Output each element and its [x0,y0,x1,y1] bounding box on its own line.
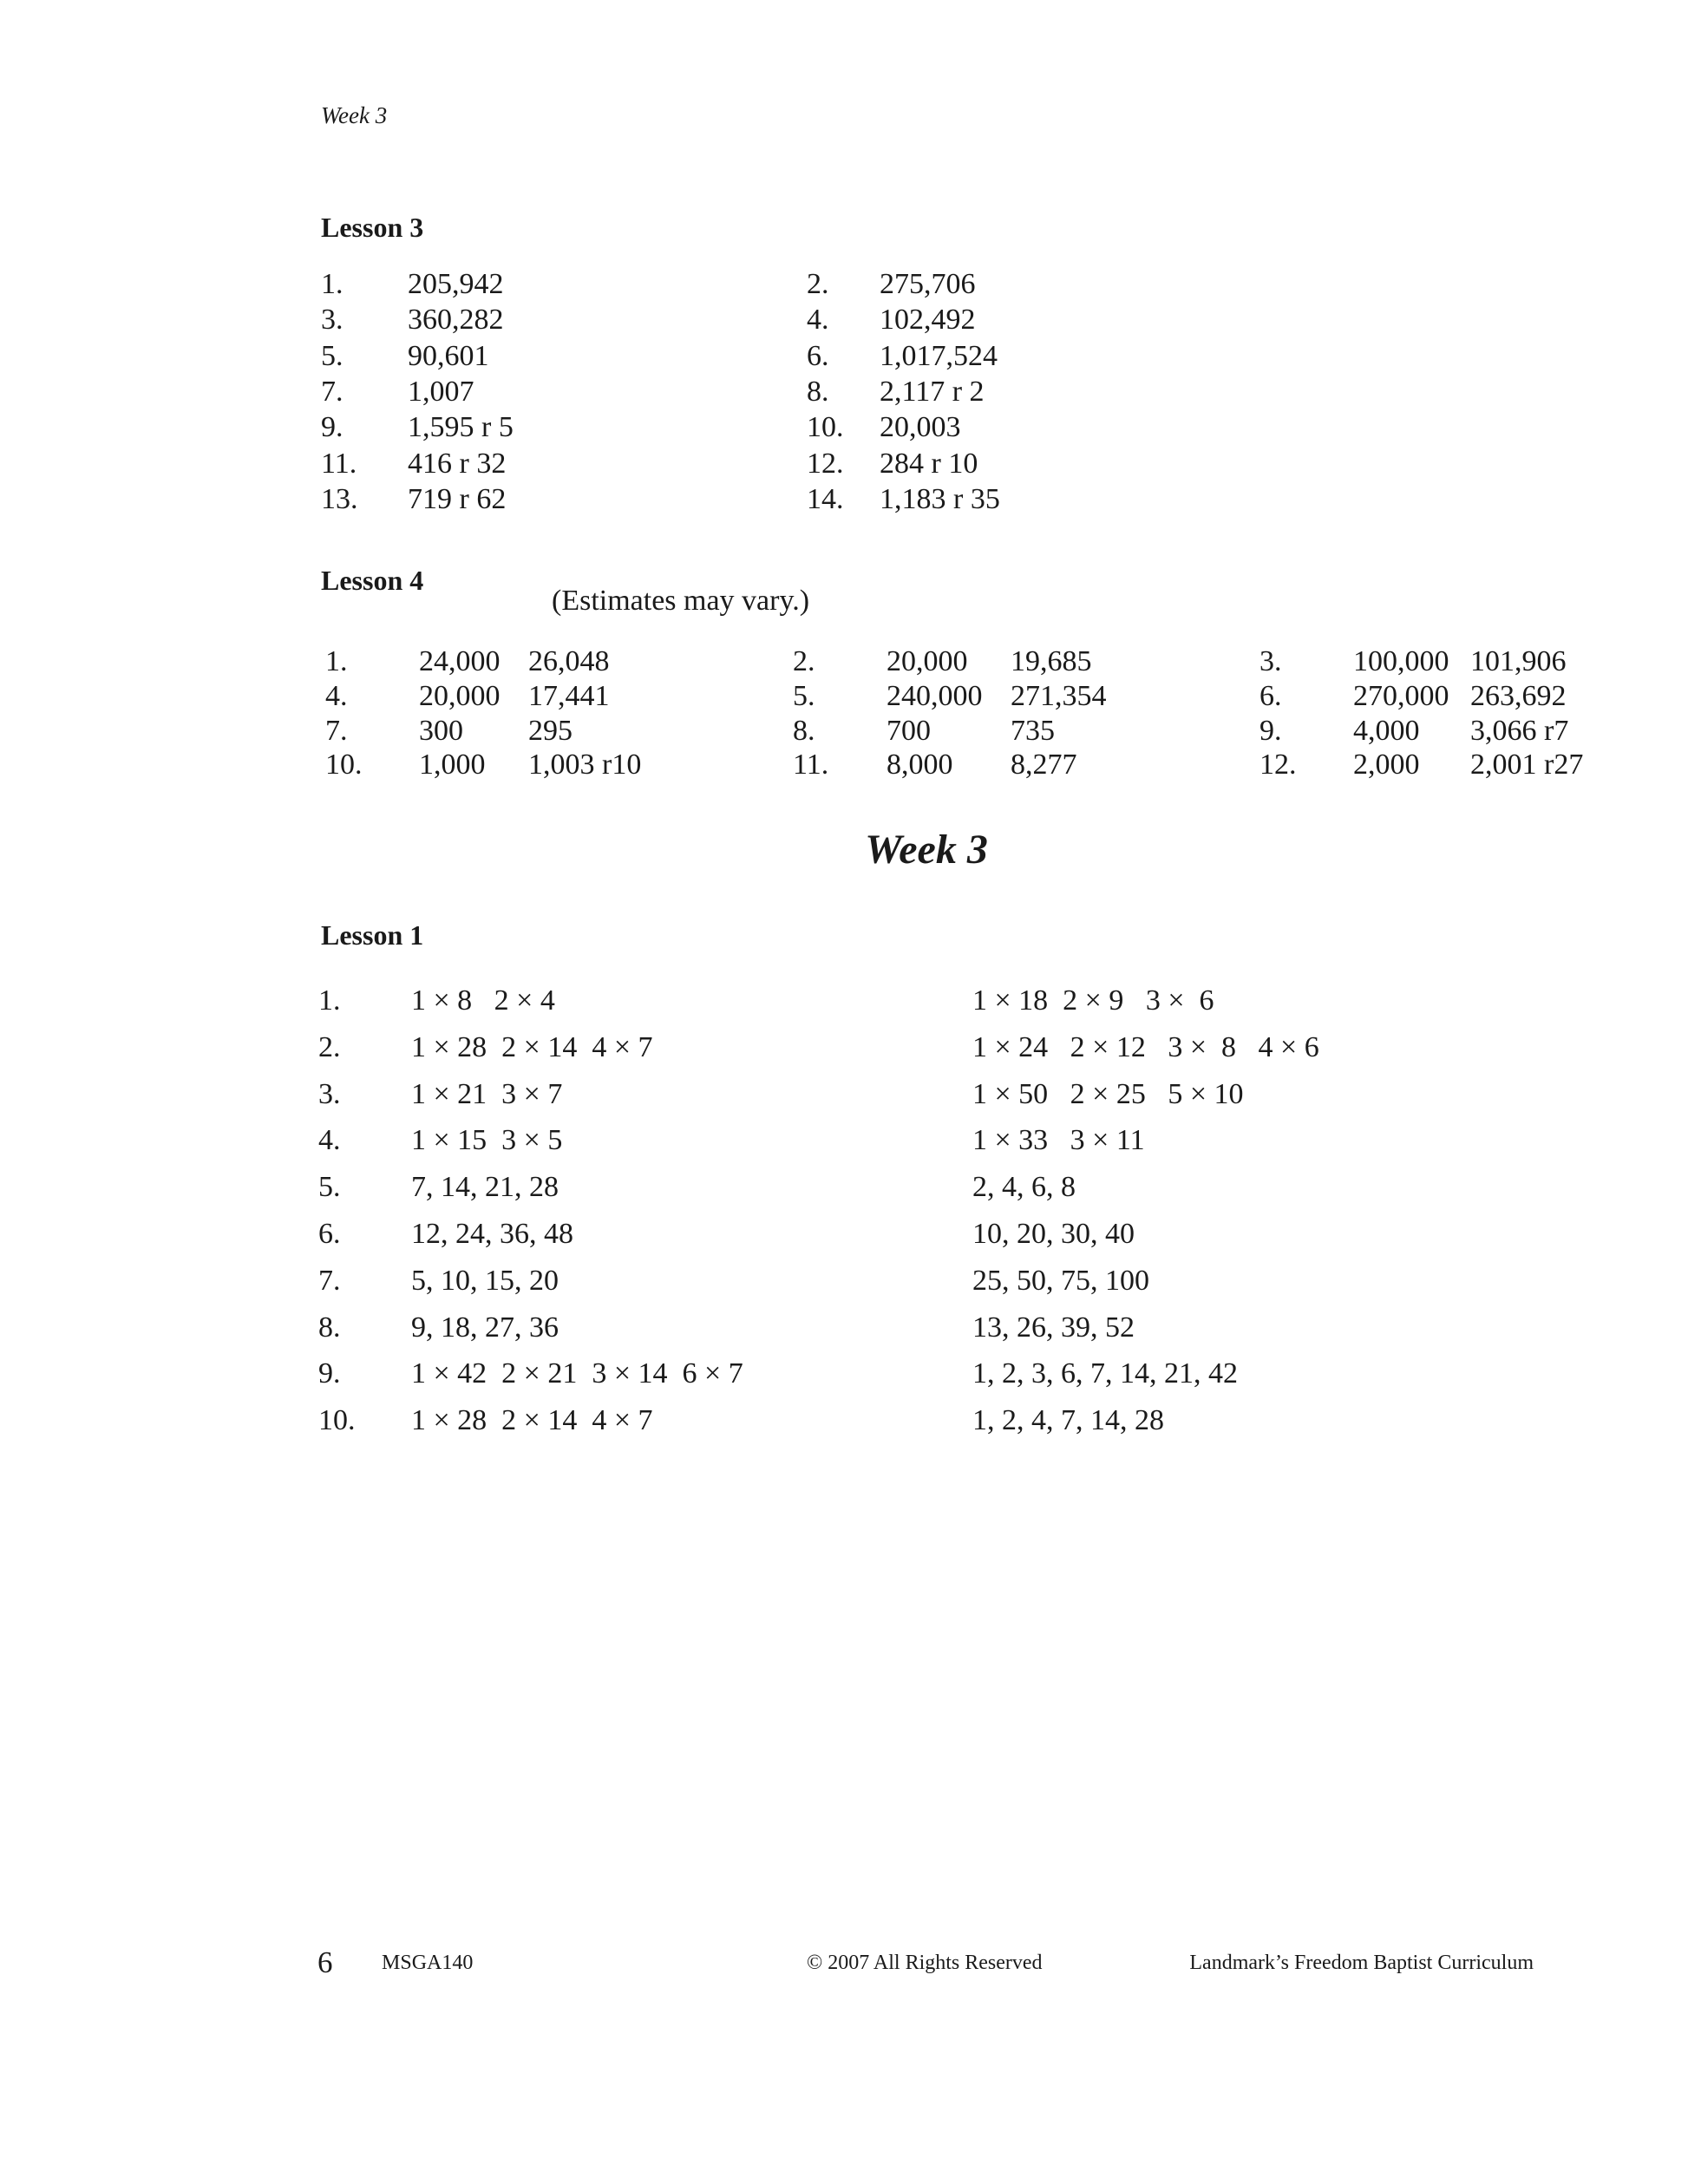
answer-part-b: 25, 50, 75, 100 [972,1264,1149,1297]
item-number: 3. [321,304,343,337]
answer-part-b: 1 × 33 3 × 11 [972,1124,1145,1157]
actual-value: 735 [1011,714,1055,747]
estimate-value: 2,000 [1353,749,1420,781]
item-number: 3. [1259,645,1282,677]
item-number: 6. [1259,679,1282,712]
estimate-value: 4,000 [1353,714,1420,747]
item-number: 14. [807,482,844,515]
estimate-value: 20,000 [887,645,968,677]
answer-value: 1,007 [408,375,474,408]
item-number: 7. [318,1264,341,1297]
answer-part-a: 1 × 15 3 × 5 [411,1124,563,1157]
estimate-value: 8,000 [887,749,953,781]
item-number: 11. [793,749,829,781]
item-number: 1. [318,984,341,1017]
answer-part-a: 1 × 28 2 × 14 4 × 7 [411,1030,653,1063]
answer-value: 90,601 [408,339,489,372]
actual-value: 271,354 [1011,679,1107,712]
answer-part-b: 1 × 24 2 × 12 3 × 8 4 × 6 [972,1030,1319,1063]
actual-value: 263,692 [1470,679,1567,712]
publisher: Landmark’s Freedom Baptist Curriculum [1189,1952,1534,1974]
answer-part-a: 5, 10, 15, 20 [411,1264,559,1297]
item-number: 1. [325,645,348,677]
actual-value: 8,277 [1011,749,1077,781]
answer-part-b: 2, 4, 6, 8 [972,1171,1076,1204]
running-header: Week 3 [321,102,388,128]
item-number: 12. [807,447,844,480]
item-number: 10. [807,411,844,444]
answer-part-b: 1 × 18 2 × 9 3 × 6 [972,984,1214,1017]
item-number: 7. [321,375,343,408]
document-code: MSGA140 [382,1952,474,1974]
week-title: Week 3 [865,827,988,873]
item-number: 3. [318,1077,341,1110]
estimate-value: 20,000 [419,679,501,712]
estimate-value: 24,000 [419,645,501,677]
item-number: 4. [318,1124,341,1157]
actual-value: 101,906 [1470,645,1567,677]
answer-value: 416 r 32 [408,447,507,480]
page-number: 6 [317,1945,333,1979]
answer-part-a: 1 × 42 2 × 21 3 × 14 6 × 7 [411,1357,743,1390]
answer-value: 205,942 [408,268,504,300]
answer-part-b: 1 × 50 2 × 25 5 × 10 [972,1077,1244,1110]
item-number: 2. [793,645,815,677]
actual-value: 1,003 r10 [528,749,642,781]
actual-value: 26,048 [528,645,610,677]
lesson-3-heading: Lesson 3 [321,212,424,243]
answer-part-a: 1 × 21 3 × 7 [411,1077,563,1110]
item-number: 6. [807,339,829,372]
item-number: 9. [321,411,343,444]
item-number: 9. [318,1357,341,1390]
answer-value: 1,183 r 35 [880,482,1000,515]
answer-part-a: 9, 18, 27, 36 [411,1311,559,1344]
actual-value: 295 [528,714,572,747]
answer-value: 1,595 r 5 [408,411,514,444]
item-number: 5. [321,339,343,372]
estimate-value: 700 [887,714,931,747]
actual-value: 2,001 r27 [1470,749,1584,781]
answer-part-a: 1 × 8 2 × 4 [411,984,555,1017]
item-number: 7. [325,714,348,747]
answer-value: 275,706 [880,268,976,300]
estimate-value: 1,000 [419,749,486,781]
answer-value: 102,492 [880,304,976,337]
answer-part-b: 10, 20, 30, 40 [972,1218,1135,1250]
answer-value: 2,117 r 2 [880,375,985,408]
answer-part-b: 1, 2, 3, 6, 7, 14, 21, 42 [972,1357,1238,1390]
copyright: © 2007 All Rights Reserved [807,1952,1043,1974]
actual-value: 3,066 r7 [1470,714,1569,747]
item-number: 5. [318,1171,341,1204]
item-number: 10. [318,1404,356,1437]
item-number: 13. [321,482,358,515]
estimate-value: 240,000 [887,679,983,712]
lesson-1-heading: Lesson 1 [321,919,424,951]
answer-value: 20,003 [880,411,961,444]
item-number: 4. [807,304,829,337]
estimate-value: 100,000 [1353,645,1449,677]
lesson-4-note: (Estimates may vary.) [552,585,810,617]
item-number: 2. [807,268,829,300]
answer-value: 284 r 10 [880,447,978,480]
item-number: 10. [325,749,363,781]
answer-part-a: 1 × 28 2 × 14 4 × 7 [411,1404,653,1437]
actual-value: 17,441 [528,679,610,712]
item-number: 1. [321,268,343,300]
lesson-4-heading: Lesson 4 [321,565,424,596]
item-number: 8. [318,1311,341,1344]
answer-value: 719 r 62 [408,482,507,515]
item-number: 5. [793,679,815,712]
estimate-value: 270,000 [1353,679,1449,712]
item-number: 6. [318,1218,341,1250]
answer-part-a: 12, 24, 36, 48 [411,1218,573,1250]
item-number: 8. [807,375,829,408]
item-number: 12. [1259,749,1297,781]
estimate-value: 300 [419,714,463,747]
item-number: 4. [325,679,348,712]
answer-value: 360,282 [408,304,504,337]
answer-part-b: 1, 2, 4, 7, 14, 28 [972,1404,1164,1437]
item-number: 8. [793,714,815,747]
item-number: 9. [1259,714,1282,747]
actual-value: 19,685 [1011,645,1092,677]
answer-part-a: 7, 14, 21, 28 [411,1171,559,1204]
item-number: 11. [321,447,357,480]
answer-part-b: 13, 26, 39, 52 [972,1311,1135,1344]
answer-value: 1,017,524 [880,339,998,372]
item-number: 2. [318,1030,341,1063]
